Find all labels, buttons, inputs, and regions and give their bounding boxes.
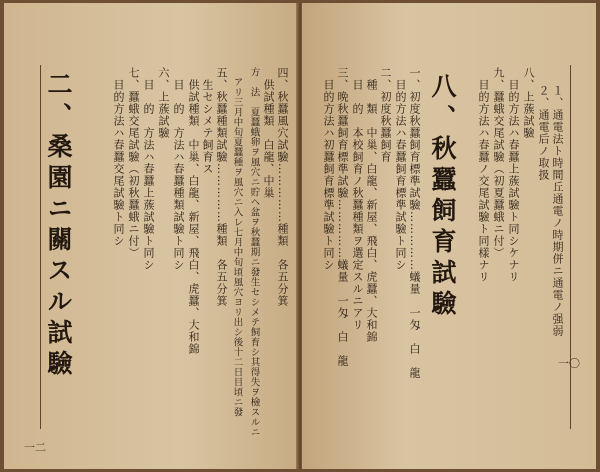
left-col-4: アリ三月中旬夏蠶種ヲ風穴ニ入レ七月中旬頃風穴ヨリ出シ後十二日目頃ニ發 — [231, 67, 243, 417]
left-page-number: 一二 — [24, 441, 46, 454]
right-col-4: 目的方法ハ春蠶上蔟試驗ト同シケナリ — [507, 67, 520, 283]
left-col-8: 目 的 方法ハ春蠶種類試驗ト同シ — [172, 67, 185, 271]
right-col-1: １、通電法ト時間丘通電ノ時期併ニ通電ノ强弱 — [551, 85, 564, 337]
right-col-13: 目的方法ハ初蠶飼育標準試驗ト同シ — [322, 67, 335, 271]
left-col-5: 五、秋蠶種類試驗……………種類 各五分箕 — [215, 67, 228, 307]
right-col-7: 一、初度秋蠶飼育標準試驗……………蟻量 一匁 白 龍 — [408, 67, 421, 379]
right-page — [302, 3, 596, 469]
left-col-12: 目的方法ハ春蠶交尾試驗ト同シ — [112, 67, 125, 247]
right-col-9: 二、初度秋蠶飼育 — [379, 67, 392, 163]
left-col-1: 四、秋蠶風穴試驗……………種類 各五分箕 — [276, 67, 289, 307]
left-border-rule — [40, 65, 41, 429]
left-col-2: 供試種類 白龍、中巢 — [262, 67, 275, 199]
left-col-9: 六、上蔟試驗 — [157, 67, 170, 139]
right-col-2: ２、通電后ノ取扱 — [537, 85, 550, 181]
left-col-6: 生セシメテ飼育ス — [201, 67, 214, 175]
left-page — [4, 3, 298, 469]
left-col-7: 供試種類 中巢、白龍、新屋、飛白、虎蠶、大和錦 — [187, 67, 200, 355]
right-page-number: 一〇 — [558, 357, 580, 370]
right-border-rule — [570, 65, 571, 429]
right-section-heading: 八、秋蠶飼育試驗 — [428, 73, 457, 321]
book-spread — [4, 3, 596, 469]
right-col-12: 三、晩秋蠶飼育標準試驗……………蟻量 一匁 白 龍 — [336, 67, 349, 367]
left-col-11: 七、蠶蛾交尾試驗（初秋蠶蛾ニ付） — [127, 67, 140, 259]
right-col-8: 目的方法ハ春蠶飼育標準試驗ト同シ — [394, 67, 407, 271]
right-col-3: 八、上蔟試驗 — [522, 67, 535, 139]
right-col-6: 目的方法ハ春蠶ノ交尾試驗ト同樣ナリ — [477, 67, 490, 283]
right-col-11: 目 的 本校飼育ノ秋蠶種類ヲ選定スルニアリ — [351, 67, 364, 331]
left-col-3: 方 法 夏蠶蛾卵ヲ風穴ニ貯ヘ盆ヲ秋蠶期ニ發生セシメテ飼育シ其得失ヲ檢スルニ — [248, 67, 260, 437]
left-section-heading: 二、桑園ニ關スル試驗 — [44, 71, 73, 381]
left-col-10: 目 的 方法ハ春蠶上蔟試驗ト同シ — [142, 67, 155, 271]
right-col-5: 九、蠶蛾交尾試驗（初夏蠶蛾ニ付） — [492, 67, 505, 259]
right-col-10: 種 類 中巢、白龍、新屋、飛白、虎蠶、大和錦 — [365, 67, 378, 343]
